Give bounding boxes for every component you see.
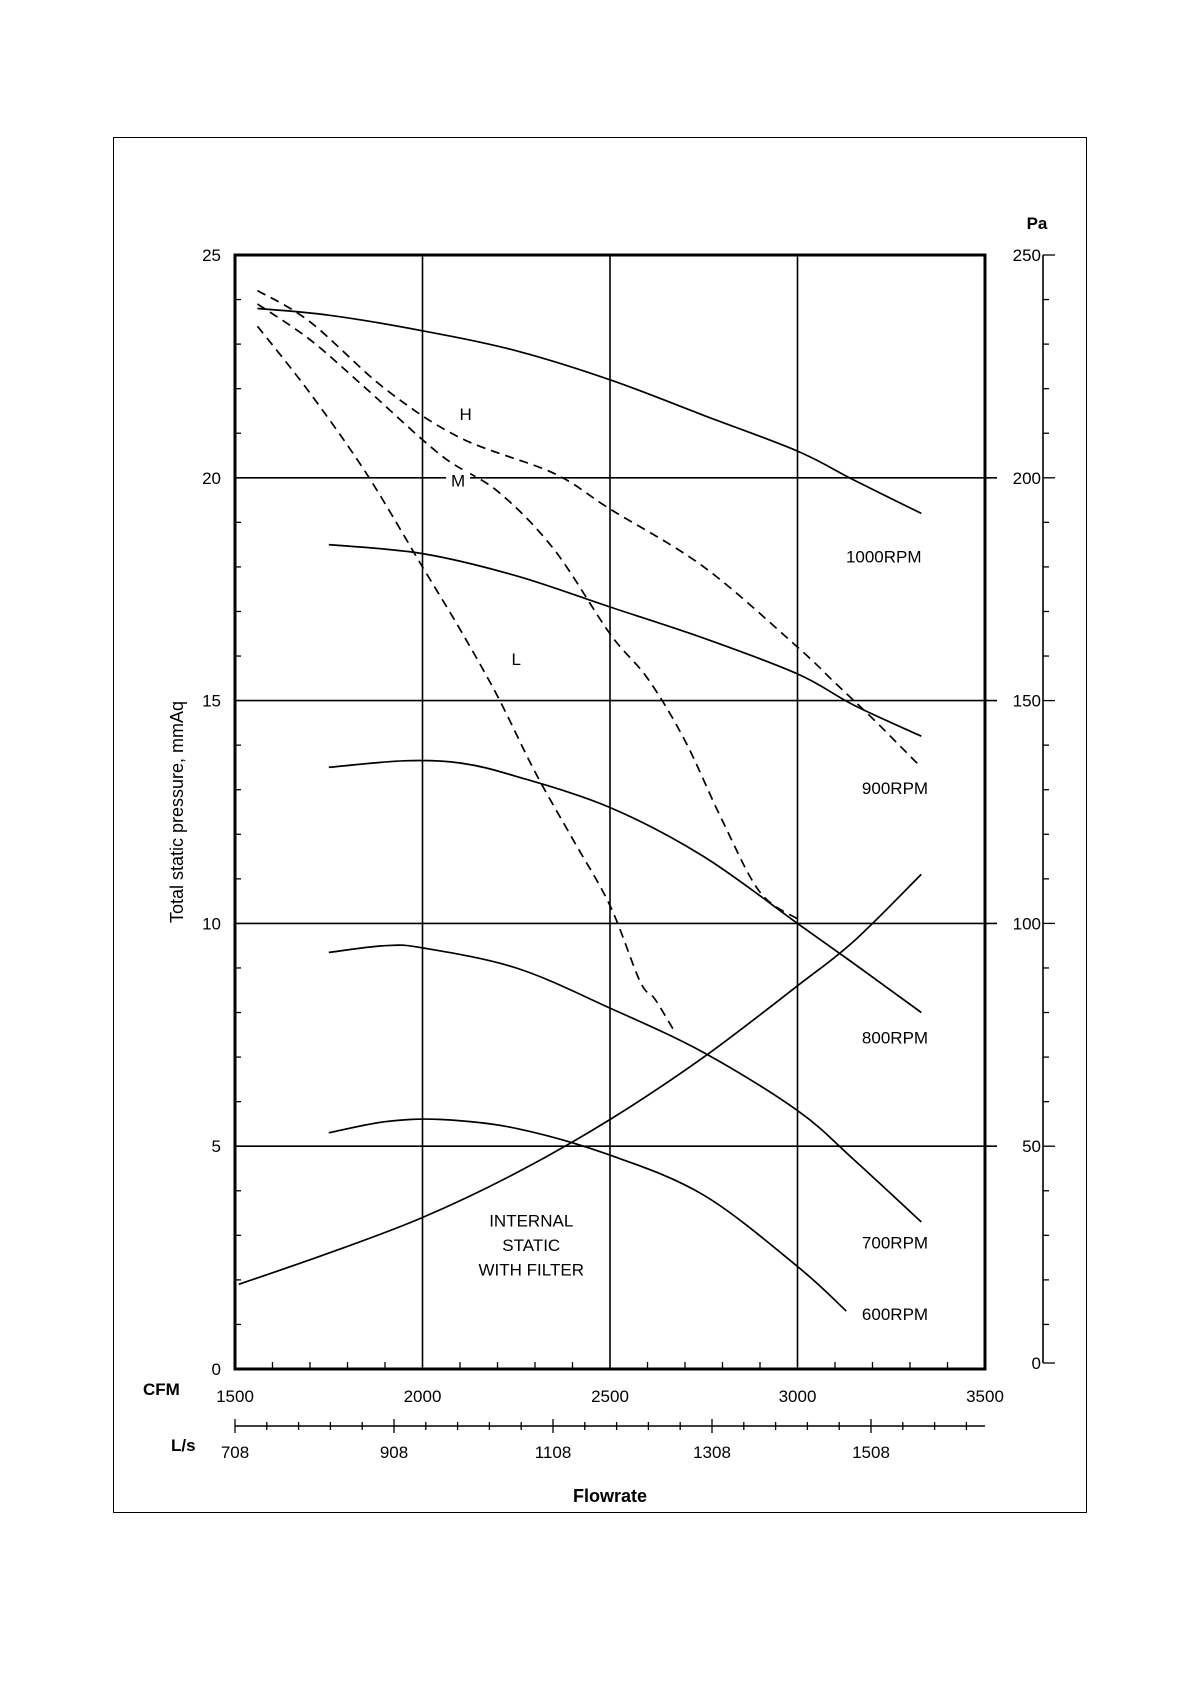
- y-tick-label-pa: 250: [1012, 246, 1041, 265]
- x-tick-label-cfm: 3500: [966, 1387, 1004, 1406]
- x-tick-label-ls: 908: [379, 1443, 409, 1462]
- x-tick-label-ls: 708: [220, 1443, 250, 1462]
- curve-label-l: L: [511, 649, 521, 669]
- curve-label-static: STATIC: [502, 1235, 561, 1255]
- y-tick-label-left: 20: [202, 468, 221, 488]
- x-tick-label-ls: 1508: [852, 1443, 890, 1462]
- cfm-unit-label: CFM: [143, 1380, 180, 1399]
- x-axis-title: Flowrate: [572, 1486, 648, 1506]
- curve-label-600rpm: 600RPM: [861, 1304, 929, 1324]
- curve-1000rpm: [258, 309, 922, 514]
- x-tick-label-ls: 1308: [693, 1443, 731, 1462]
- y-tick-label-left: 25: [202, 246, 221, 265]
- curve-900rpm: [329, 545, 922, 737]
- curve-label-800rpm: 800RPM: [861, 1028, 929, 1048]
- curve-800rpm: [329, 760, 922, 1012]
- x-tick-label-cfm: 2500: [591, 1387, 629, 1406]
- curve-label-internal: INTERNAL: [489, 1211, 574, 1231]
- curve-label-900rpm: 900RPM: [861, 779, 929, 799]
- curve-label-with-filter: WITH FILTER: [478, 1260, 584, 1280]
- curve-label-h: H: [459, 404, 472, 424]
- pa-axis-unit: Pa: [1026, 214, 1048, 233]
- fan-performance-chart: [114, 138, 1088, 1514]
- x-tick-label-cfm: 1500: [216, 1387, 254, 1406]
- y-tick-label-left: 10: [202, 914, 221, 934]
- minor-ticks: [235, 255, 1055, 1433]
- x-tick-label-ls: 1108: [534, 1443, 572, 1462]
- y-tick-label-pa: 150: [1012, 691, 1041, 711]
- y-tick-label-pa: 200: [1012, 468, 1041, 488]
- curve-h: [258, 291, 922, 768]
- y-tick-label-pa: 100: [1012, 914, 1041, 934]
- curve-700rpm: [329, 945, 922, 1222]
- y-tick-label-left: 5: [211, 1137, 221, 1157]
- curve-label-1000rpm: 1000RPM: [845, 547, 922, 567]
- y-tick-label-pa: 50: [1022, 1137, 1041, 1157]
- curve-m: [258, 304, 798, 919]
- performance-curves: [239, 291, 922, 1312]
- y-tick-label-left: 0: [211, 1360, 221, 1379]
- curve-label-700rpm: 700RPM: [861, 1233, 929, 1253]
- curve-label-m: M: [451, 471, 466, 491]
- y-tick-label-left: 15: [202, 691, 221, 711]
- curve-l: [258, 326, 674, 1030]
- x-tick-label-cfm: 2000: [403, 1387, 442, 1406]
- y-axis-title: Total static pressure, mmAq: [167, 700, 187, 924]
- y-tick-label-pa: 0: [1031, 1354, 1041, 1373]
- chart-frame: [113, 137, 1087, 1513]
- ls-unit-label: L/s: [171, 1436, 196, 1455]
- curve-internal-static-with-filter: [239, 874, 922, 1284]
- curve-600rpm: [329, 1119, 847, 1311]
- x-tick-label-cfm: 3000: [778, 1387, 817, 1406]
